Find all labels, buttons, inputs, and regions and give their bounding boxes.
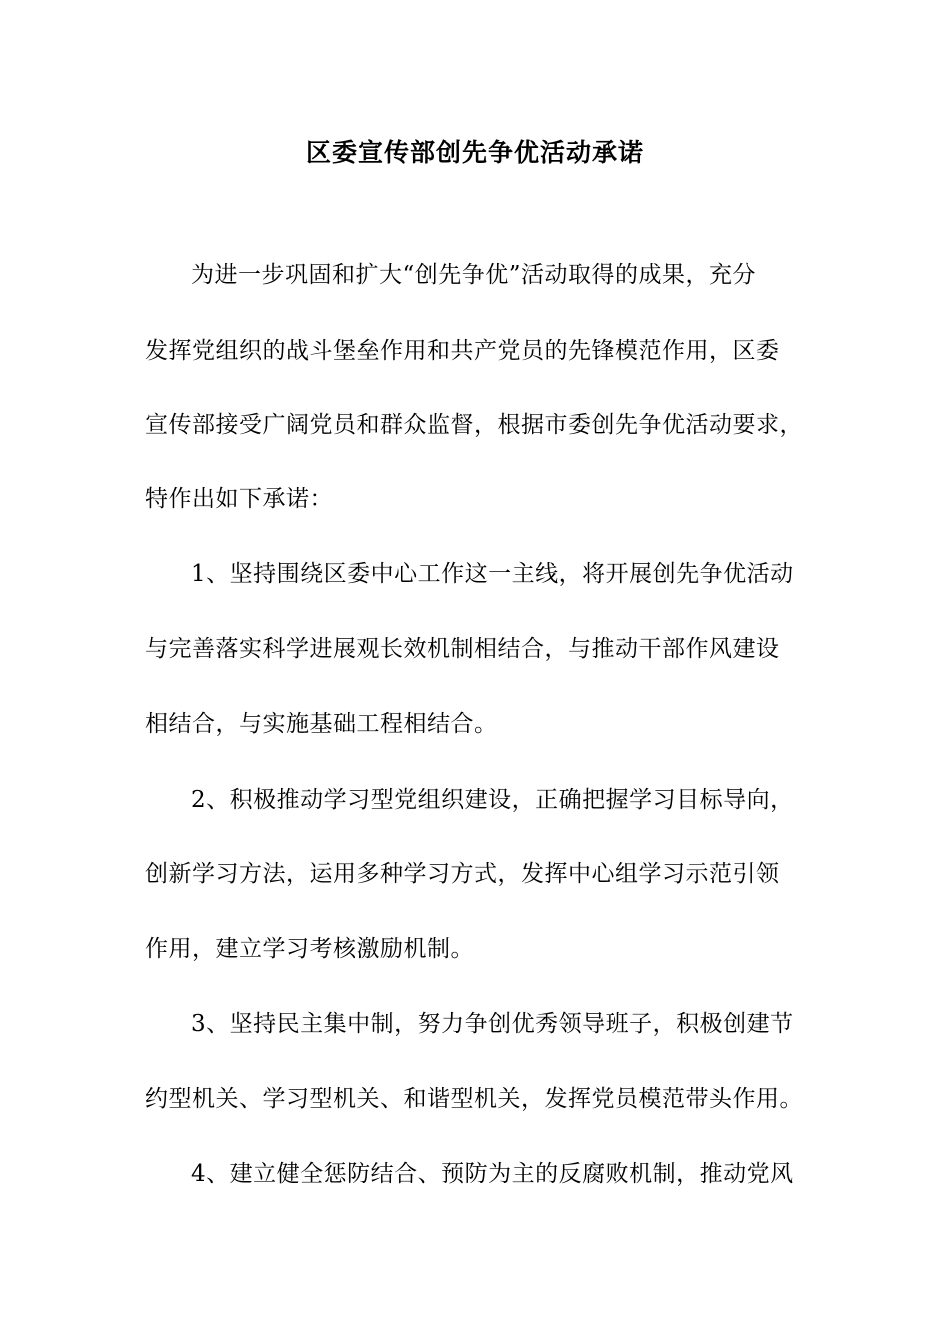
- paragraph-line: 约型机关、学习型机关、和谐型机关，发挥党员模范带头作用。: [145, 1086, 803, 1112]
- paragraph-line: 创新学习方法，运用多种学习方式，发挥中心组学习示范引领: [145, 861, 780, 887]
- paragraph-line: 1、坚持围绕区委中心工作这一主线，将开展创先争优活动: [191, 561, 794, 587]
- paragraph-line: 作用，建立学习考核激励机制。: [145, 936, 474, 962]
- paragraph-line: 相结合，与实施基础工程相结合。: [145, 711, 498, 737]
- paragraph-line: 发挥党组织的战斗堡垒作用和共产党员的先锋模范作用，区委: [145, 338, 780, 364]
- paragraph-line: 2、积极推动学习型党组织建设，正确把握学习目标导向，: [191, 787, 794, 813]
- paragraph-line: 为进一步巩固和扩大“创先争优”活动取得的成果，充分: [191, 262, 757, 288]
- paragraph-line: 特作出如下承诺：: [145, 486, 333, 512]
- paragraph-line: 与完善落实科学进展观长效机制相结合，与推动干部作风建设: [145, 636, 780, 662]
- document-title: 区委宣传部创先争优活动承诺: [305, 138, 644, 167]
- paragraph-line: 宣传部接受广阔党员和群众监督，根据市委创先争优活动要求，: [145, 412, 803, 438]
- paragraph-line: 4、建立健全惩防结合、预防为主的反腐败机制，推动党风: [191, 1161, 794, 1187]
- paragraph-line: 3、坚持民主集中制，努力争创优秀领导班子，积极创建节: [191, 1011, 794, 1037]
